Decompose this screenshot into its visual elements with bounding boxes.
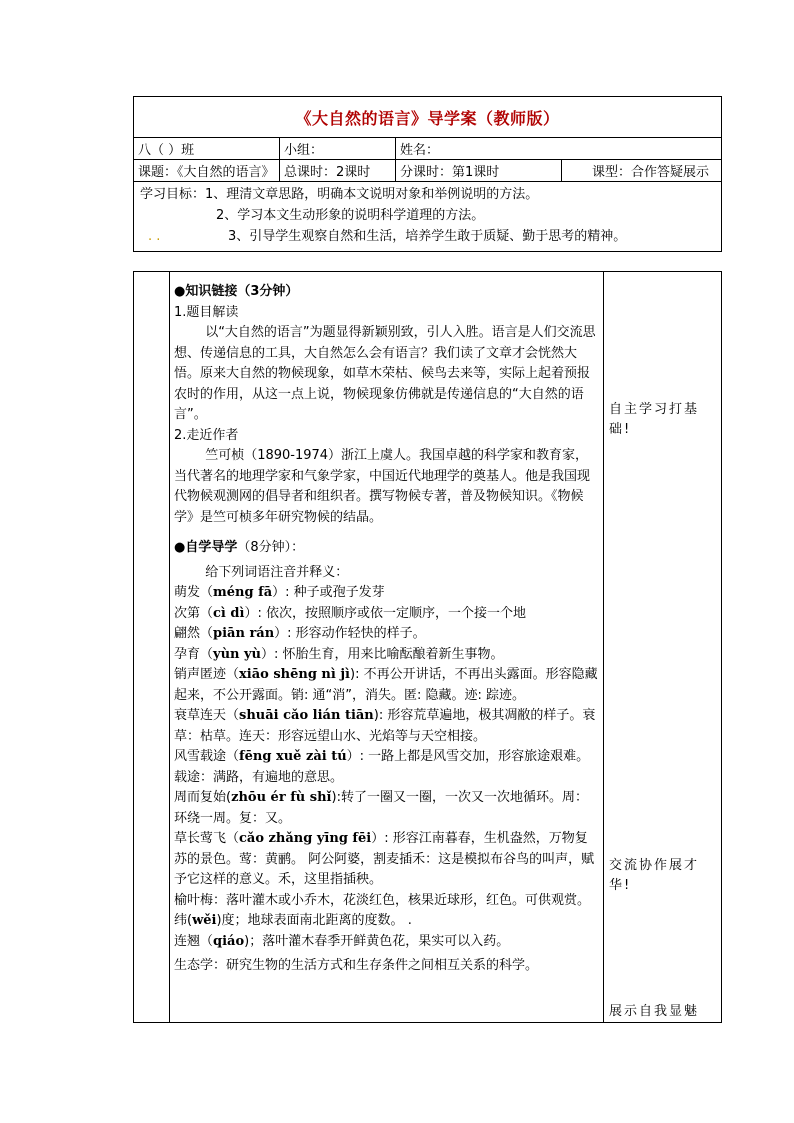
vocab-pinyin: méng fā xyxy=(213,585,273,600)
vocab-word: 周而复始( xyxy=(174,790,232,805)
sub-hours-field: 分课时：第1课时 xyxy=(396,160,562,182)
vocab-definition: ）: 形容江南暮春，生机盎然，万物复苏的景色。莺：黄鹂。 阿公阿婆，割麦插禾：这是模拟布谷鸟的叫声，赋予它这样的意义。禾，这里指插秧。 xyxy=(174,831,595,887)
knowledge-paragraph-2: 竺可桢（1890-1974）浙江上虞人。我国卓越的科学家和教育家，当代著名的地理学家和气象学家，中国近代地理学的奠基人。他是我国现代物候观测网的倡导者和组织者。撰写物候专著，普及物候知识。《物候学》是竺可桢多年研究物候的结晶。 xyxy=(174,448,591,525)
vocab-word: 销声匿迹（ xyxy=(174,667,240,682)
vocab-item xyxy=(174,706,600,747)
vocab-pinyin: yùn yù xyxy=(213,646,262,662)
vocab-definition: 落叶灌木或小乔木，花淡红色，核果近球形，红色。可供观赏。 xyxy=(226,892,591,908)
vocab-item xyxy=(174,788,600,829)
vocab-pinyin: cì dì xyxy=(213,605,245,621)
vocab-pinyin: zhōu ér fù shǐ xyxy=(231,790,332,805)
group-field: 小组： xyxy=(280,138,396,160)
vocab-item xyxy=(174,747,600,788)
vocab-item xyxy=(174,665,600,706)
decorative-dots: . . xyxy=(148,229,161,244)
vocab-word: 翩然（ xyxy=(174,626,214,641)
vocab-pinyin: fēng xuě zài tú xyxy=(239,749,347,764)
vocab-pinyin: wěi xyxy=(192,913,217,928)
vocab-pinyin: xiāo shēng nì jì xyxy=(239,667,350,682)
vocab-definition: ):转了一圈又一圈，一次又一次地循环。周：环绕一周。复：又。 xyxy=(174,790,588,826)
vocab-word: 草长莺飞（ xyxy=(174,831,240,846)
side-note-2: 交流协作展才华! xyxy=(609,858,700,893)
vocab-word: 生态学： xyxy=(174,958,227,973)
vocab-list xyxy=(174,583,600,977)
left-margin-cell xyxy=(134,272,170,1023)
vocab-item xyxy=(174,604,600,625)
vocab-definition: ): 形容荒草遍地，极其凋敝的样子。衰草：枯草。连天：形容远望山水、光焰等与天空相接。 xyxy=(174,708,596,744)
vocab-word: 衰草连天（ xyxy=(174,708,240,723)
vocab-word: 孕育（ xyxy=(174,646,214,662)
vocab-word: 榆叶梅： xyxy=(174,892,227,908)
name-field: 姓名： xyxy=(396,138,722,160)
total-hours-field: 总课时：2课时 xyxy=(280,160,396,182)
vocab-definition: ）: 种子或孢子发芽 xyxy=(272,585,385,600)
vocab-word: 次第（ xyxy=(174,605,214,621)
vocab-item xyxy=(174,829,600,891)
knowledge-paragraph-1: 以“大自然的语言”为题显得新颖别致，引人入胜。语言是人们交流思想、传递信息的工具，大自然怎么会有语言？我们读了文章才会恍然大悟。原来大自然的物候现象，如草木荣枯、候鸟去来等，实际上起着预报农时的作用，从这一点上说，物候现象仿佛就是传递信息的“大自然的语言”。 xyxy=(174,325,596,422)
topic-field: 课题：《大自然的语言》 xyxy=(134,160,280,182)
vocab-item xyxy=(174,932,600,953)
vocab-pinyin: shuāi cǎo lián tiān xyxy=(239,708,374,723)
page-title: 《大自然的语言》导学案（教师版） xyxy=(134,97,722,138)
vocab-word: 纬( xyxy=(174,913,193,928)
header-table xyxy=(133,96,722,252)
side-note-3: 展示自我显魅 xyxy=(609,1004,700,1019)
main-table xyxy=(133,271,722,1023)
vocab-item xyxy=(174,624,600,645)
selfstudy-heading: ●自学导学（8分钟）： xyxy=(174,540,305,555)
vocab-definition: ）: 怀胎生育，用来比喻酝酿着新生事物。 xyxy=(261,646,504,662)
vocab-item xyxy=(174,891,600,912)
vocab-definition: )度；地球表面南北距离的度数。 . xyxy=(216,913,412,928)
vocab-definition: ）: 形容动作轻快的样子。 xyxy=(274,626,426,641)
objective-3-line xyxy=(140,226,715,247)
class-field: 八（ ）班 xyxy=(134,138,280,160)
selfstudy-intro: 给下列词语注音并释义： xyxy=(205,564,349,580)
vocab-word: 连翘（ xyxy=(174,933,214,949)
vocab-definition: ): 不再公开讲话，不再出头露面。形容隐藏起来，不公开露面。销: 通“消”，消失。匿: 隐藏。迹: 踪迹。 xyxy=(174,667,598,703)
side-note-1: 自主学习打基础! xyxy=(609,402,700,437)
objective-1: 学习目标：1、理清文章思路，明确本文说明对象和举例说明的方法。 xyxy=(140,187,539,202)
vocab-definition: )；落叶灌木春季开鲜黄色花，果实可以入药。 xyxy=(244,933,510,949)
vocab-pinyin: qiáo xyxy=(213,933,245,949)
knowledge-sub-2: 2.走近作者 xyxy=(174,427,239,443)
side-notes-cell xyxy=(604,272,722,1023)
learning-objectives xyxy=(134,182,722,252)
content-cell xyxy=(170,272,604,1023)
vocab-word: 萌发（ xyxy=(174,585,214,600)
vocab-definition: ）: 一路上都是风雪交加，形容旅途艰难。载途：满路，有遍地的意思。 xyxy=(174,749,590,785)
vocab-word: 风雪载途（ xyxy=(174,749,240,764)
knowledge-heading: ●知识链接（3分钟） xyxy=(174,284,299,299)
vocab-item xyxy=(174,911,600,932)
selfstudy-time: （8分钟）： xyxy=(237,540,305,555)
lesson-type-field: 课型：合作答疑展示 xyxy=(562,160,722,182)
vocab-pinyin: cǎo zhǎng yīng fēi xyxy=(239,831,372,846)
knowledge-sub-1: 1.题目解读 xyxy=(174,304,239,320)
vocab-definition: ）: 依次，按照顺序或依一定顺序，一个接一个地 xyxy=(244,605,526,621)
vocab-item xyxy=(174,956,600,977)
vocab-pinyin: piān rán xyxy=(213,626,275,641)
vocab-item xyxy=(174,645,600,666)
vocab-item xyxy=(174,583,600,604)
objective-2: 2、学习本文生动形象的说明科学道理的方法。 xyxy=(216,208,485,223)
objective-3: 3、引导学生观察自然和生活，培养学生敢于质疑、勤于思考的精神。 xyxy=(228,229,627,244)
vocab-definition: 研究生物的生活方式和生存条件之间相互关系的科学。 xyxy=(226,958,539,973)
